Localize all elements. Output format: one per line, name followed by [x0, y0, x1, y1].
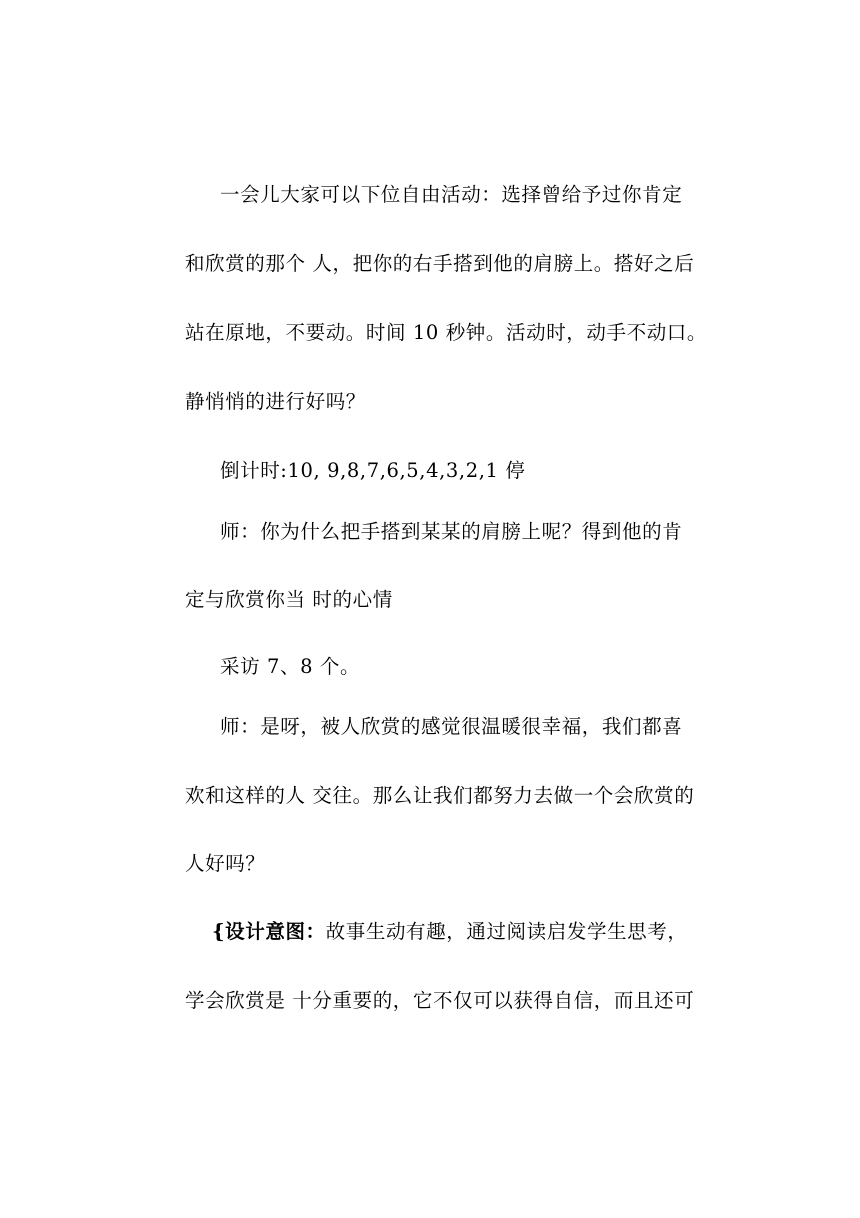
paragraph-line: 欢和这样的人 交往。那么让我们都努力去做一个会欣赏的	[185, 784, 695, 807]
paragraph-line: 一会儿大家可以下位自由活动：选择曾给予过你肯定	[220, 183, 683, 206]
paragraph-line: 和欣赏的那个 人，把你的右手搭到他的肩膀上。搭好之后	[185, 252, 695, 275]
design-intent-label: {设计意图：	[212, 920, 326, 943]
countdown-line: 倒计时:10, 9,8,7,6,5,4,3,2,1 停	[220, 459, 526, 482]
design-intent-text: 故事生动有趣，通过阅读启发学生思考，	[325, 920, 688, 943]
paragraph-line: 师：是呀，被人欣赏的感觉很温暖很幸福，我们都喜	[220, 715, 683, 738]
paragraph-line: 师：你为什么把手搭到某某的肩膀上呢？得到他的肯	[220, 520, 683, 543]
paragraph-line: 学会欣赏是 十分重要的，它不仅可以获得自信，而且还可	[185, 989, 695, 1012]
paragraph-line: 人好吗？	[185, 852, 266, 875]
paragraph-line: 静悄悄的进行好吗？	[185, 390, 366, 413]
paragraph-line: 定与欣赏你当 时的心情	[185, 588, 393, 611]
paragraph-line: 站在原地，不要动。时间 10 秒钟。活动时，动手不动口。	[185, 321, 708, 344]
paragraph-line: 采访 7、8 个。	[220, 655, 361, 678]
design-intent-line	[212, 920, 687, 944]
